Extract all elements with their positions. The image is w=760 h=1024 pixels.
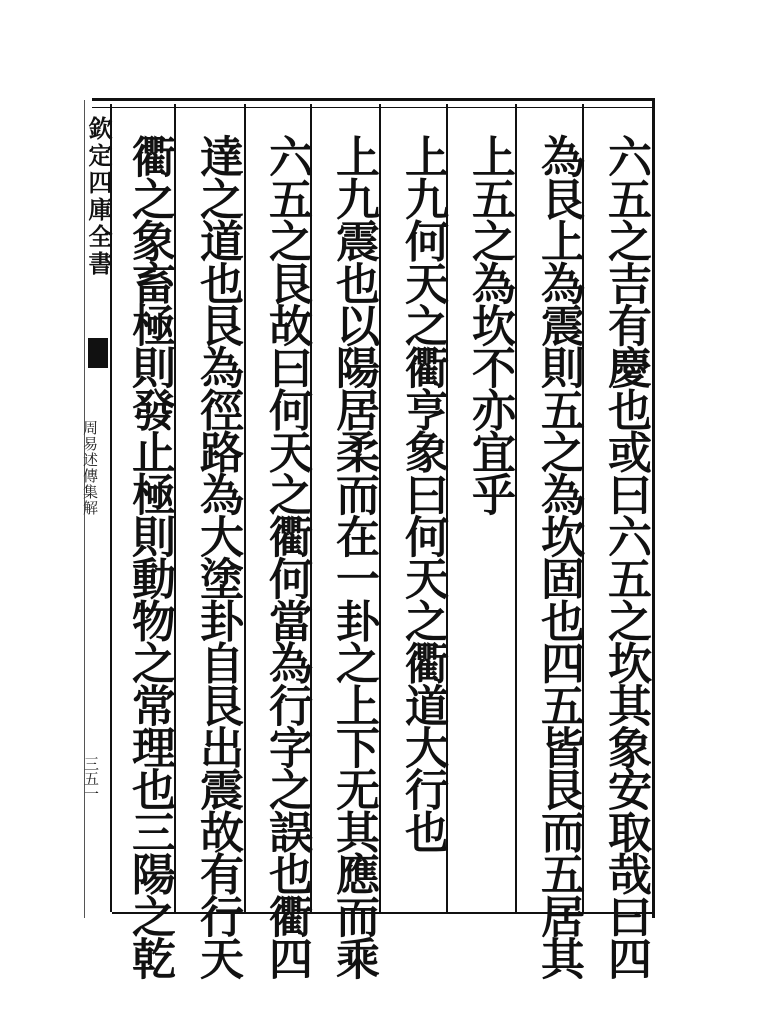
text-column-8: 衢之象畜極則發止極則動物之常理也三陽之乾: [124, 134, 175, 979]
fishtail-mark: [88, 338, 108, 368]
text-column-3: 上五之為坎不亦宜乎: [464, 134, 515, 514]
margin-book-title: 欽定四庫全書: [84, 116, 113, 278]
margin-chapter-title: 周易述傳集解: [81, 420, 99, 516]
margin-page-number: 三五一: [82, 756, 100, 801]
text-column-1: 六五之吉有慶也或曰六五之坎其象安取哉曰四: [600, 134, 651, 979]
text-column-2: 為艮上為震則五之為坎固也四五皆艮而五居其: [533, 134, 584, 979]
text-column-4: 上九何天之衢亨象曰何天之衢道大行也: [397, 134, 448, 852]
text-column-7: 達之道也艮為徑路為大塗卦自艮出震故有行天: [192, 134, 243, 979]
frame-top-border: [92, 98, 652, 108]
text-column-6: 六五之艮故曰何天之衢何當為行字之誤也衢四: [261, 134, 312, 979]
text-column-5: 上九震也以陽居柔而在一卦之上下无其應而乘: [328, 134, 379, 979]
